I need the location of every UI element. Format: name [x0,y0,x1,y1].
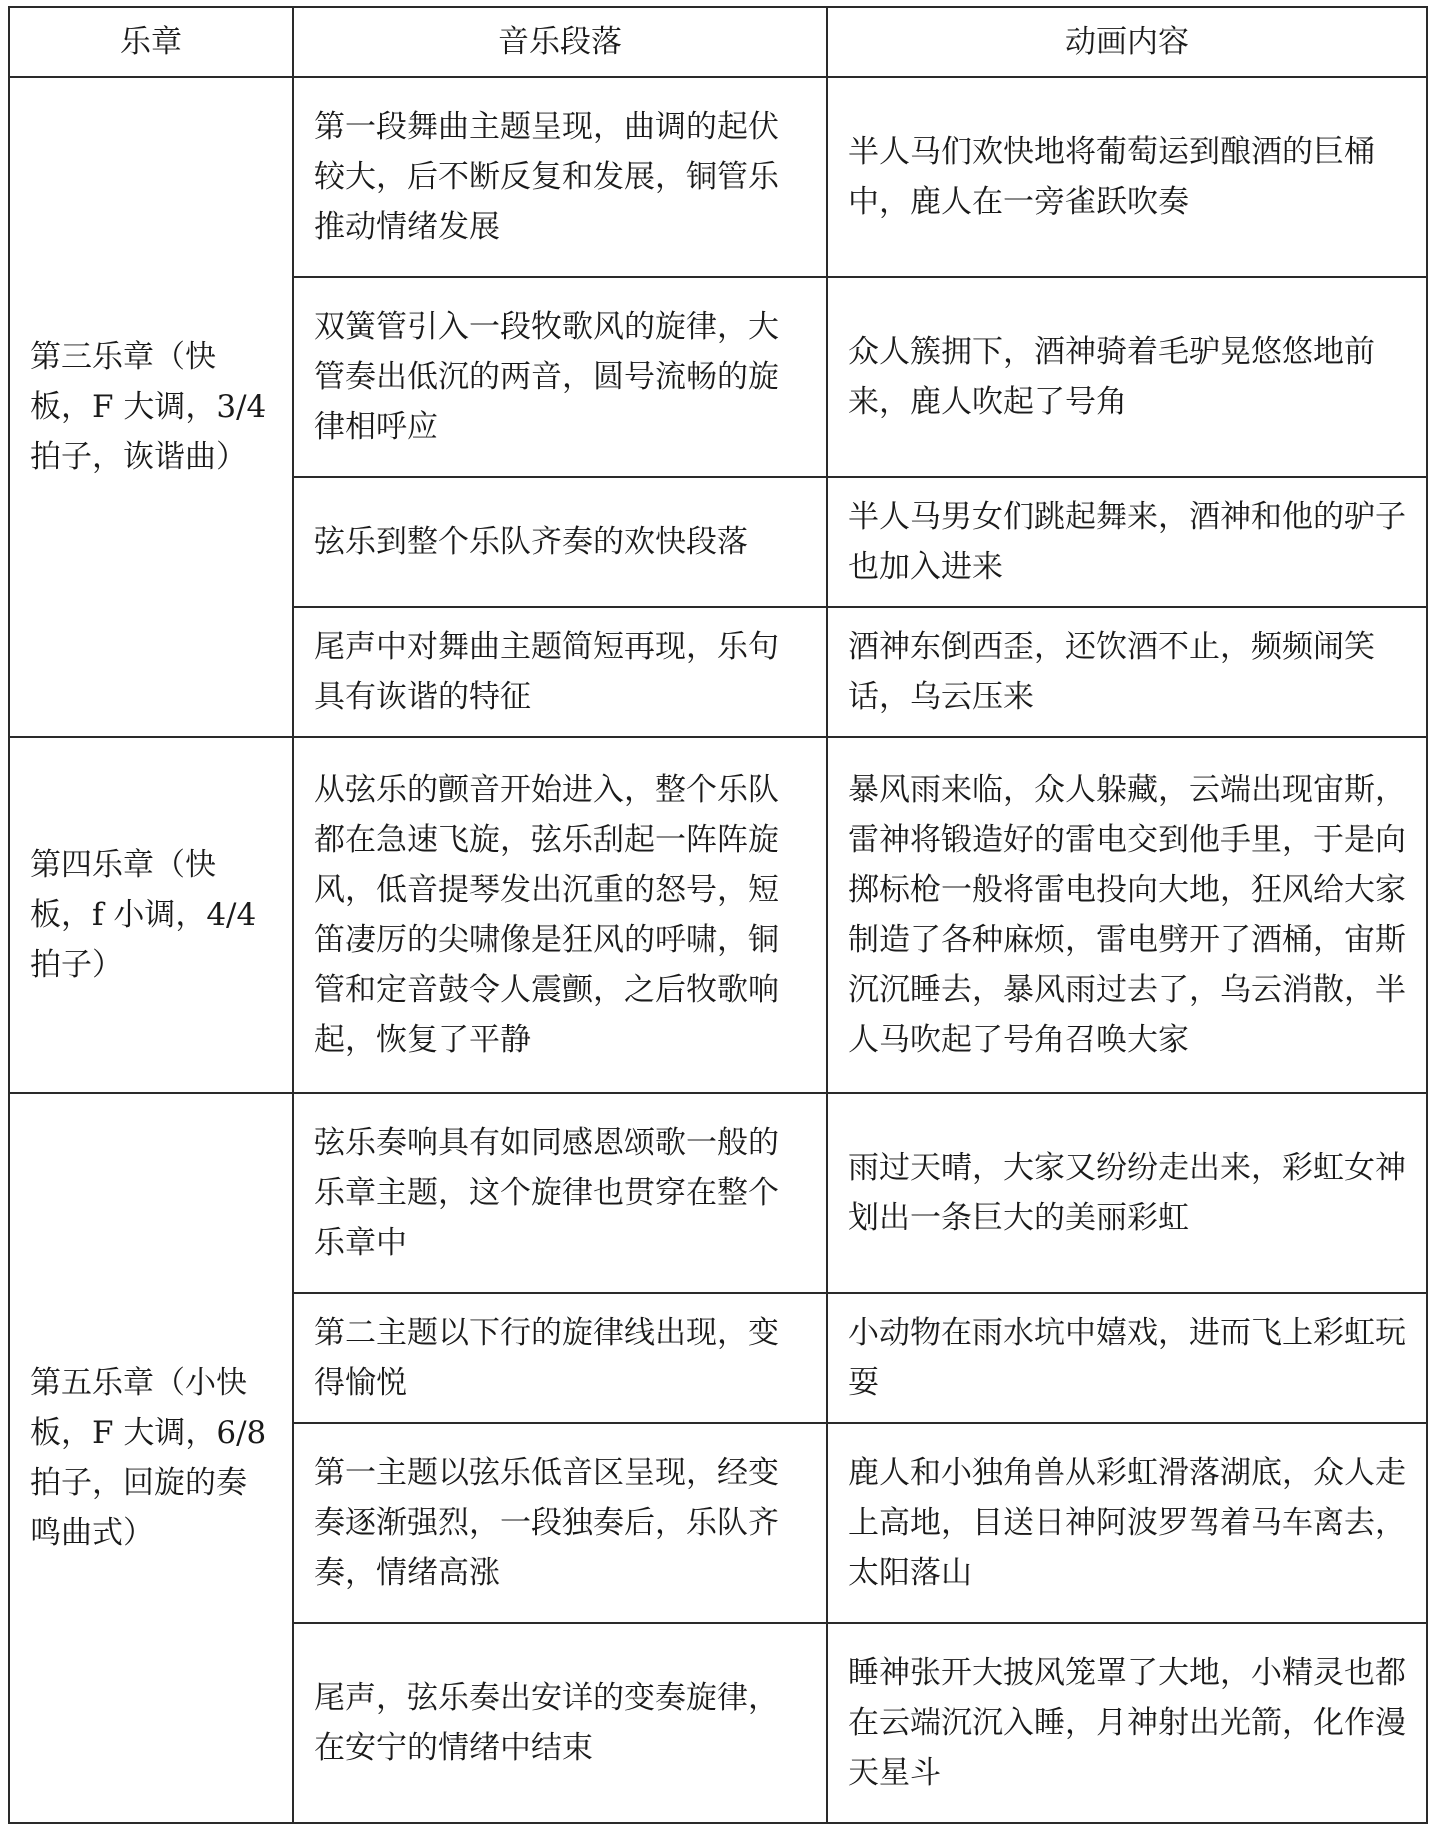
movement-table [8,6,1428,1824]
animation-cell: 小动物在雨水坑中嬉戏，进而飞上彩虹玩耍 [827,1293,1427,1423]
animation-cell: 暴风雨来临，众人躲藏，云端出现宙斯，雷神将锻造好的雷电交到他手里，于是向掷标枪一般将雷电投向大地，狂风给大家制造了各种麻烦，雷电劈开了酒桶，宙斯沉沉睡去，暴风雨过去了，乌云消散，半人马吹起了号角召唤大家 [827,737,1427,1093]
animation-cell: 雨过天晴，大家又纷纷走出来，彩虹女神划出一条巨大的美丽彩虹 [827,1093,1427,1293]
movement-cell: 第三乐章（快板，F 大调，3/4 拍子，诙谐曲） [9,77,293,737]
header-music-section: 音乐段落 [293,7,827,77]
music-cell: 从弦乐的颤音开始进入，整个乐队都在急速飞旋，弦乐刮起一阵阵旋风，低音提琴发出沉重的怒号，短笛凄厉的尖啸像是狂风的呼啸，铜管和定音鼓令人震颤，之后牧歌响起，恢复了平静 [293,737,827,1093]
animation-cell: 酒神东倒西歪，还饮酒不止，频频闹笑话，乌云压来 [827,607,1427,737]
animation-cell: 半人马男女们跳起舞来，酒神和他的驴子也加入进来 [827,477,1427,607]
table-row [9,737,1427,1093]
music-cell: 弦乐奏响具有如同感恩颂歌一般的乐章主题，这个旋律也贯穿在整个乐章中 [293,1093,827,1293]
movement-cell: 第五乐章（小快板，F 大调，6/8 拍子，回旋的奏鸣曲式） [9,1093,293,1823]
header-animation-content: 动画内容 [827,7,1427,77]
music-cell: 第二主题以下行的旋律线出现，变得愉悦 [293,1293,827,1423]
table-row [9,1093,1427,1293]
animation-cell: 鹿人和小独角兽从彩虹滑落湖底，众人走上高地，目送日神阿波罗驾着马车离去，太阳落山 [827,1423,1427,1623]
animation-cell: 睡神张开大披风笼罩了大地，小精灵也都在云端沉沉入睡，月神射出光箭，化作漫天星斗 [827,1623,1427,1823]
table-row [9,77,1427,277]
music-cell: 第一段舞曲主题呈现，曲调的起伏较大，后不断反复和发展，铜管乐推动情绪发展 [293,77,827,277]
movement-cell: 第四乐章（快板，f 小调，4/4 拍子） [9,737,293,1093]
header-movement: 乐章 [9,7,293,77]
music-cell: 尾声，弦乐奏出安详的变奏旋律，在安宁的情绪中结束 [293,1623,827,1823]
music-cell: 弦乐到整个乐队齐奏的欢快段落 [293,477,827,607]
music-cell: 双簧管引入一段牧歌风的旋律，大管奏出低沉的两音，圆号流畅的旋律相呼应 [293,277,827,477]
music-cell: 第一主题以弦乐低音区呈现，经变奏逐渐强烈，一段独奏后，乐队齐奏，情绪高涨 [293,1423,827,1623]
animation-cell: 半人马们欢快地将葡萄运到酿酒的巨桶中，鹿人在一旁雀跃吹奏 [827,77,1427,277]
animation-cell: 众人簇拥下，酒神骑着毛驴晃悠悠地前来，鹿人吹起了号角 [827,277,1427,477]
header-row [9,7,1427,77]
music-cell: 尾声中对舞曲主题简短再现，乐句具有诙谐的特征 [293,607,827,737]
